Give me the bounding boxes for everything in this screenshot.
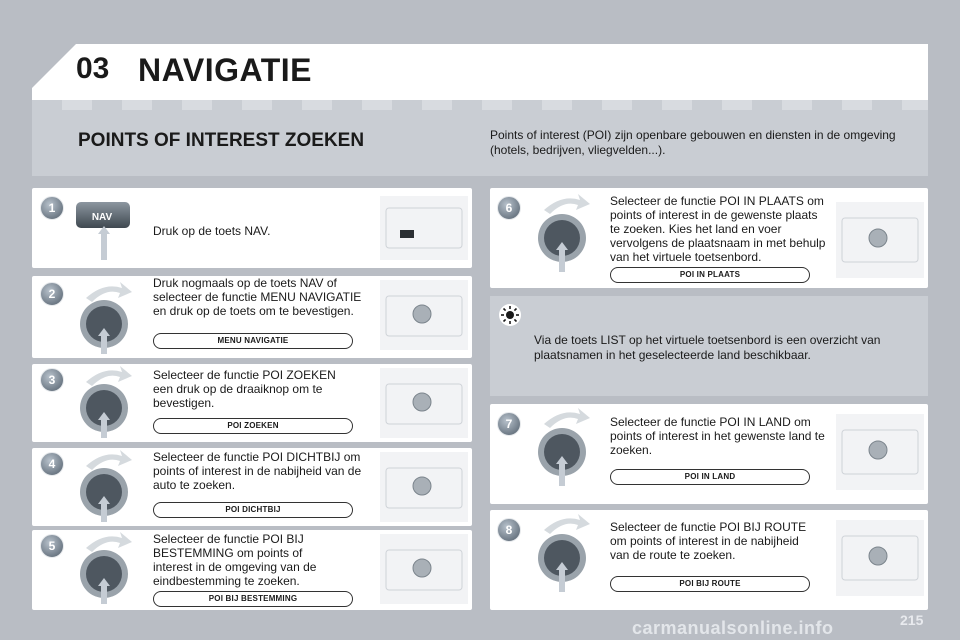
step-text-3: Selecteer de functie POI ZOEKEN een druk op de draaiknop om te bevestigen. [153,368,336,410]
rotary-knob-icon [76,448,134,522]
step-text-2: Druk nogmaals op de toets NAV of selecteer de functie MENU NAVIGATIE en druk op de toets om te bevestigen. [153,276,362,318]
radio-unit-image-7 [836,414,924,490]
sun-icon [498,303,522,327]
radio-unit-image-1 [380,196,468,260]
section-title: POINTS OF INTEREST ZOEKEN [78,130,365,151]
step-badge-6: 6 [497,196,521,220]
step-badge-5: 5 [40,534,64,558]
radio-unit-image-4 [380,452,468,522]
menu-option-pill: POI DICHTBIJ [153,502,353,518]
step-badge-3: 3 [40,368,64,392]
step-badge-8: 8 [497,518,521,542]
page-number: 215 [900,612,924,628]
intro-text: Points of interest (POI) zijn openbare gebouwen en diensten in de omgeving (hotels, bedrijven, vliegvelden...). [490,128,896,157]
menu-option-pill: MENU NAVIGATIE [153,333,353,349]
nav-button-press-icon [74,198,134,262]
rotary-knob-icon [76,364,134,438]
step-text-6: Selecteer de functie POI IN PLAATS om points of interest in de gewenste plaats te zoeken. Kies het land en voer vervolgens de plaatsnaam in met behulp van het virtuele toetsenbord. [610,194,826,264]
nav-button-label: NAV [91,212,113,223]
radio-unit-image-6 [836,202,924,278]
rotary-knob-icon [76,280,134,354]
menu-option-pill: POI IN LAND [610,469,810,485]
step-text-1: Druk op de toets NAV. [153,224,271,238]
step-badge-7: 7 [497,412,521,436]
chapter-title: NAVIGATIE [138,52,312,88]
step-badge-2: 2 [40,282,64,306]
rotary-knob-icon [76,530,134,604]
rotary-knob-icon [534,192,592,272]
header-corner-fold [32,44,76,88]
radio-unit-image-3 [380,368,468,438]
radio-unit-image-5 [380,534,468,604]
menu-option-pill: POI BIJ BESTEMMING [153,591,353,607]
menu-option-pill: POI IN PLAATS [610,267,810,283]
menu-option-pill: POI BIJ ROUTE [610,576,810,592]
step-badge-4: 4 [40,452,64,476]
tip-text: Via de toets LIST op het virtuele toetsenbord is een overzicht van plaatsnamen in het geselecteerde land beschikbaar. [534,333,881,362]
step-text-4: Selecteer de functie POI DICHTBIJ om points of interest in de nabijheid van de auto te zoeken. [153,450,362,492]
menu-option-pill: POI ZOEKEN [153,418,353,434]
step-text-5: Selecteer de functie POI BIJ BESTEMMING om points of interest in de omgeving van de eindbestemming te zoeken. [153,532,317,588]
radio-unit-image-2 [380,280,468,350]
step-text-7: Selecteer de functie POI IN LAND om points of interest in het gewenste land te zoeken. [610,415,825,457]
watermark: carmanualsonline.info [632,618,834,638]
decorative-band [32,100,928,110]
step-text-8: Selecteer de functie POI BIJ ROUTE om points of interest in de nabijheid van de route te zoeken. [610,520,807,562]
rotary-knob-icon [534,406,592,486]
radio-unit-image-8 [836,520,924,596]
step-badge-1: 1 [40,196,64,220]
rotary-knob-icon [534,512,592,592]
chapter-number: 03 [76,52,110,85]
